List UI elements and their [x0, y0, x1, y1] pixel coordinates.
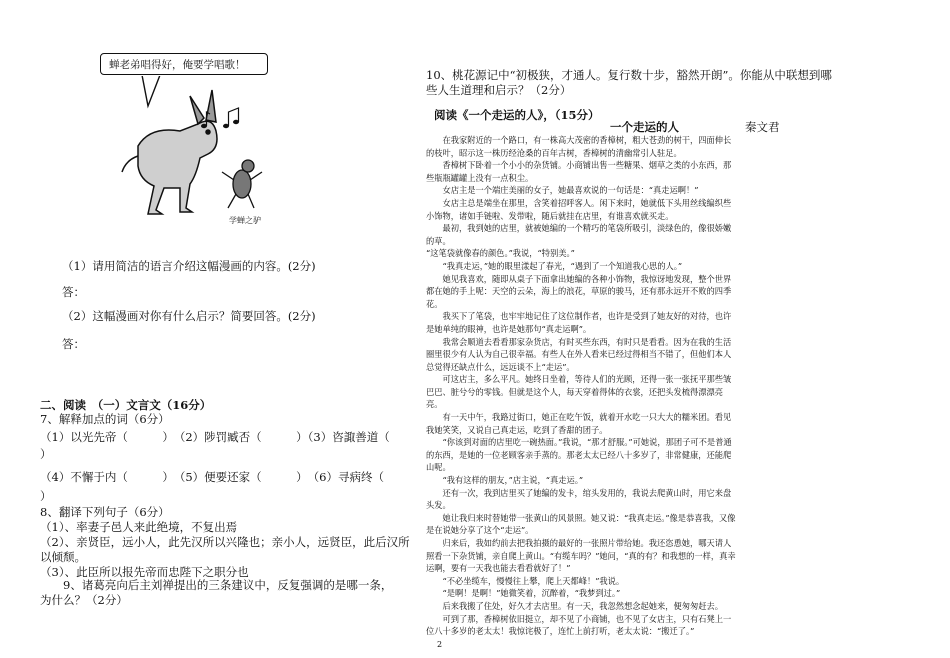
paragraph: “这笔袋就像春的颜色。”我说，“特别美。”: [426, 248, 575, 259]
paragraph: 后来我搬了住处，好久才去店里。有一天，我忽然想念起她来，便匆匆赶去。: [442, 600, 723, 611]
answer-label-2: 答：: [62, 337, 85, 351]
donkey-cicada-cartoon: [120, 76, 280, 226]
cartoon-caption: 学蝉之驴: [229, 216, 261, 225]
music-notes: [201, 108, 239, 128]
story-author: 秦文君: [745, 120, 780, 134]
paragraph: 她让我归来时替她带一张黄山的风景照。她又说：“我真走运。”像是恭喜我，又像是在说她分享了这个“走运”。: [426, 512, 736, 536]
paragraph: “我有这样的朋友，”店主说，“真走运。”: [442, 475, 584, 486]
question-7-line-2-end: ）: [40, 489, 52, 503]
story-title: 一个走运的人: [610, 120, 679, 134]
paragraph: 她见我喜欢，随即从桌子下面拿出她编的各种小饰物，我惊讶地发现，整个世界都在她的手上呢：天空的云朵，海上的浪花，草原的骏马，还有那永远开不败的四季花。: [426, 273, 732, 309]
question-8-2-cont: 以倾颓。: [40, 550, 86, 564]
paragraph: 可到了那，香樟树依旧挺立，却不见了小商铺，也不见了女店主，只有石凳上一位八十多岁的老太太！我惊诧极了，连忙上前打听，老太太说：“搬迁了。”: [426, 613, 732, 637]
cicada-figure: [222, 160, 262, 208]
paragraph: 归来后，我如约前去把我拍摄的最好的一张照片带给她。我还恣恿她，哪天请人照看一下杂货铺，亲自爬上黄山。“有缆车吗？”她问，“真的有？和我想的一样，真幸运啊，要有一天我也能去看看就好了！”: [426, 538, 736, 574]
paragraph: 还有一次，我到店里买了她编的发卡，绾头发用的，我说去爬黄山时，用它来盘头发。: [426, 487, 732, 511]
question-7-line-2: （4）不懈于内（ ） （5）便要还家（ ） （6）寻病终（: [40, 470, 384, 484]
paragraph: 女店主总是端坐在那里，含笑着招呼客人。闲下来时，她就低下头用丝线编织些小饰物，诸如手链啦、发带啦，随后就挂在店里，有谁喜欢就买走。: [426, 197, 732, 221]
paragraph: 在我家附近的一个路口，有一株高大茂密的香樟树，粗大苍劲的树干，四面伸长的枝叶，昭示这一株历经沧桑的百年古树，香樟树的清幽常引人驻足。: [426, 135, 732, 158]
donkey-figure: [122, 90, 217, 214]
paragraph: 我买下了笔袋，也牢牢地记住了这位制作者，也许是受到了她友好的对待，也许是她单纯的眼神，也许是她那句“真走运啊”。: [426, 311, 732, 334]
paragraph: “是啊！是啊！”她微笑着，沉醉着，“我梦到过。”: [442, 588, 621, 599]
question-2: （2）这幅漫画对你有什么启示？简要回答。(2分): [62, 309, 316, 323]
page-number: 2: [437, 640, 443, 649]
question-7-line-1-end: ）: [40, 447, 52, 461]
reading-heading: 阅读《一个走运的人》，（15分）: [434, 108, 600, 122]
question-7-line-1: （1）以光先帝（ ） （2）陟罚臧否（ ）（3）咨諏善道（: [40, 430, 390, 444]
paragraph: 香樟树下卧着一个小小的杂货铺。小商铺出售一些糖果、烟草之类的小东西，那些瓶瓶罐罐上没有一点积尘。: [426, 160, 732, 183]
question-10: 10、桃花源记中“初极狭，才通人。复行数十步，豁然开朗”。你能从中联想到哪: [426, 68, 832, 82]
paragraph: 最初，我到她的店里，就被她编的一个精巧的笔袋所吸引，淡绿色的，像很娇嫩的草。: [426, 223, 732, 246]
section-heading: 二、阅读 （一）文言文（16分）: [40, 398, 212, 412]
paragraph: 有一天中午，我路过街口，她正在吃午饭，就着开水吃一只大大的糯米团。看见我她笑笑，又说自己真走运，吃到了香甜的团子。: [426, 412, 732, 435]
paragraph: 我常会顺道去看看那家杂货店，有时买些东西，有时只是看看。因为在我的生活圈里很少有人认为自己很幸福。有些人在外人看来已经过得相当不错了，但他们本人总觉得还缺点什么，远远谈不上“走运”。: [426, 336, 732, 372]
question-9-cont: 为什么？（2分）: [40, 593, 128, 607]
question-8-3: （3）、此臣所以报先帝而忠陛下之职分也: [40, 565, 249, 579]
question-8-1: （1）、率妻子邑人来此绝境，不复出焉: [40, 520, 238, 534]
story-body: [426, 134, 738, 638]
question-7: 7、解释加点的词（6分）: [40, 412, 170, 426]
paragraph: 可这店主，多么平凡。她终日坐着，等待人们的光顾，还得一张一张抚平那些皱巴巴、脏兮兮的零钱。但就是这个人，每天穿着得体的衣裳，还把头发梳得漂漂亮亮。: [426, 374, 732, 410]
question-8: 8、翻译下列句子（6分）: [40, 505, 170, 519]
paragraph: “我真走运，”她的眼里漾起了春光，“遇到了一个知道我心思的人。”: [442, 260, 683, 271]
question-10-cont: 些人生道理和启示？（2分）: [426, 83, 572, 97]
paragraph: 女店主是一个端庄美丽的女子，她最喜欢说的一句话是：“真走运啊！”: [442, 185, 699, 196]
paragraph: “你该到对面的店里吃一碗热面。”我说，“那才舒服。”可她说，那团子可不是普通的东西，是她的一位老顾客亲手蒸的。那老太太已经八十多岁了，非常健康，还能爬山呢。: [426, 437, 732, 473]
answer-label-1: 答：: [62, 285, 85, 299]
paragraph: “不必坐缆车，慢慢往上攀，爬上天都峰！”我说。: [442, 575, 625, 586]
question-8-2: （2）、亲贤臣，远小人，此先汉所以兴隆也；亲小人，远贤臣，此后汉所: [40, 535, 410, 549]
question-1: （1）请用简洁的语言介绍这幅漫画的内容。(2分): [62, 259, 316, 273]
question-9: 9、诸葛亮向后主刘禅提出的三条建议中，反复强调的是哪一条，: [40, 578, 393, 592]
speech-bubble: 蝉老弟唱得好，俺要学唱歌！: [100, 53, 268, 75]
